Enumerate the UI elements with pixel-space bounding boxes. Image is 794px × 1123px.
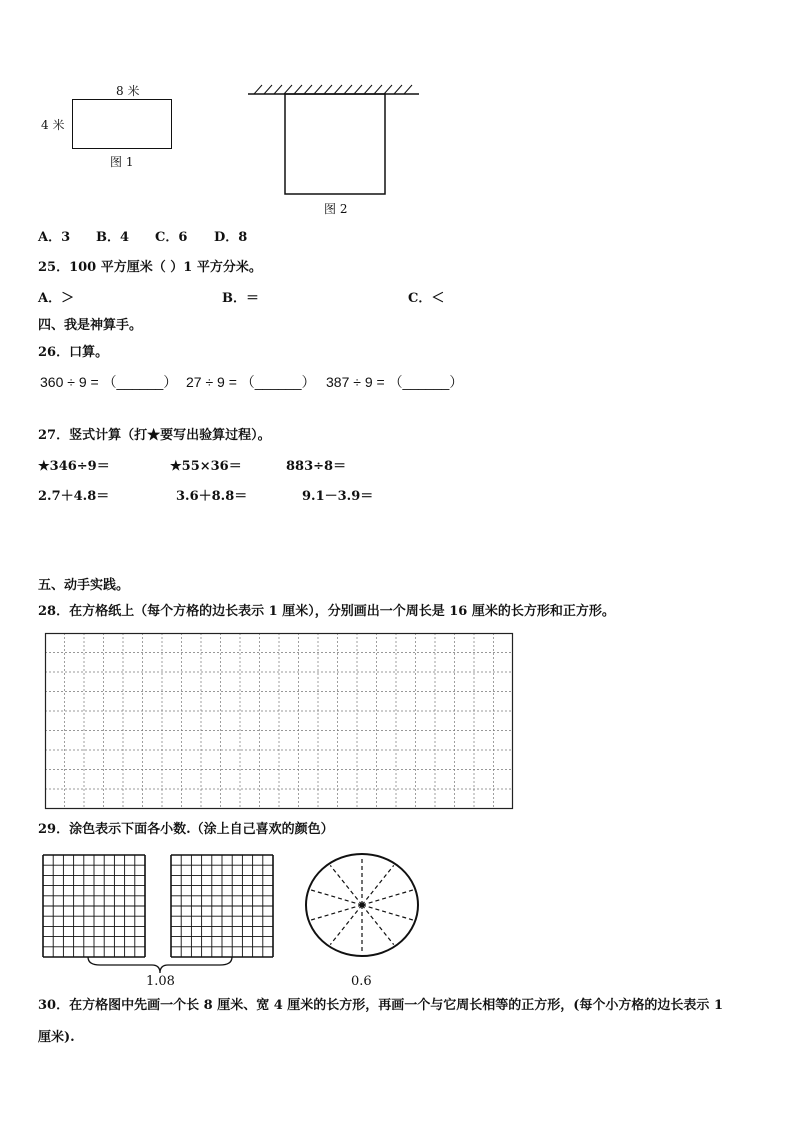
- q25-option-a: A．＞: [38, 291, 75, 306]
- q26-stem: 26．口算。: [38, 345, 109, 360]
- q24-option-a: A．3: [38, 230, 71, 245]
- fig2-wall-square: [244, 84, 424, 194]
- q27-item-1: ★346÷9＝: [38, 459, 110, 474]
- q25-option-b: B．＝: [222, 291, 259, 306]
- q29-hundred-grid-1[interactable]: [42, 854, 146, 958]
- q29-label-grids: 1.08: [146, 974, 175, 989]
- q27-item-3: 883÷8＝: [286, 459, 347, 474]
- q27-item-4: 2.7＋4.8＝: [38, 489, 110, 504]
- q29-brace: [80, 955, 240, 975]
- q27-item-2: ★55×36＝: [170, 459, 242, 474]
- q29-label-circle: 0.6: [351, 974, 372, 989]
- q24-option-b: B．4: [96, 230, 130, 245]
- q24-option-c: C．6: [155, 230, 188, 245]
- q28-stem: 28．在方格纸上（每个方格的边长表示 1 厘米），分别画出一个周长是 16 厘米的长方形和正方形。: [38, 604, 615, 619]
- q26-item-1: 360 ÷ 9 = （______）: [40, 374, 178, 390]
- fig1-caption: 图 1: [110, 155, 134, 169]
- q29-circle-tenths[interactable]: [303, 852, 423, 958]
- q26-item-3: 387 ÷ 9 = （______）: [326, 374, 464, 390]
- q25-stem: 25．100 平方厘米（ ）1 平方分米。: [38, 260, 262, 275]
- q29-stem: 29．涂色表示下面各小数.（涂上自己喜欢的颜色）: [38, 822, 334, 837]
- fig1-top-label: 8 米: [116, 84, 140, 98]
- fig1-rectangle: [72, 99, 172, 149]
- q25-option-c: C．＜: [408, 291, 445, 306]
- fig2-caption: 图 2: [324, 202, 348, 216]
- q27-item-5: 3.6＋8.8＝: [176, 489, 248, 504]
- section-4-heading: 四、我是神算手。: [38, 318, 143, 333]
- q30-stem-line-1: 30．在方格图中先画一个长 8 厘米、宽 4 厘米的长方形，再画一个与它周长相等的正方形，(每个小方格的边长表示 1: [38, 998, 724, 1013]
- q28-grid-paper[interactable]: [45, 633, 513, 809]
- q27-stem: 27．竖式计算（打★要写出验算过程）。: [38, 428, 271, 443]
- q29-hundred-grid-2[interactable]: [170, 854, 274, 958]
- q26-item-2: 27 ÷ 9 = （______）: [186, 374, 316, 390]
- section-5-heading: 五、动手实践。: [38, 578, 130, 593]
- fig1-side-label: 4 米: [41, 118, 65, 132]
- q24-option-d: D．8: [214, 230, 248, 245]
- q27-item-6: 9.1－3.9＝: [302, 489, 374, 504]
- q30-stem-line-2: 厘米).: [38, 1030, 75, 1045]
